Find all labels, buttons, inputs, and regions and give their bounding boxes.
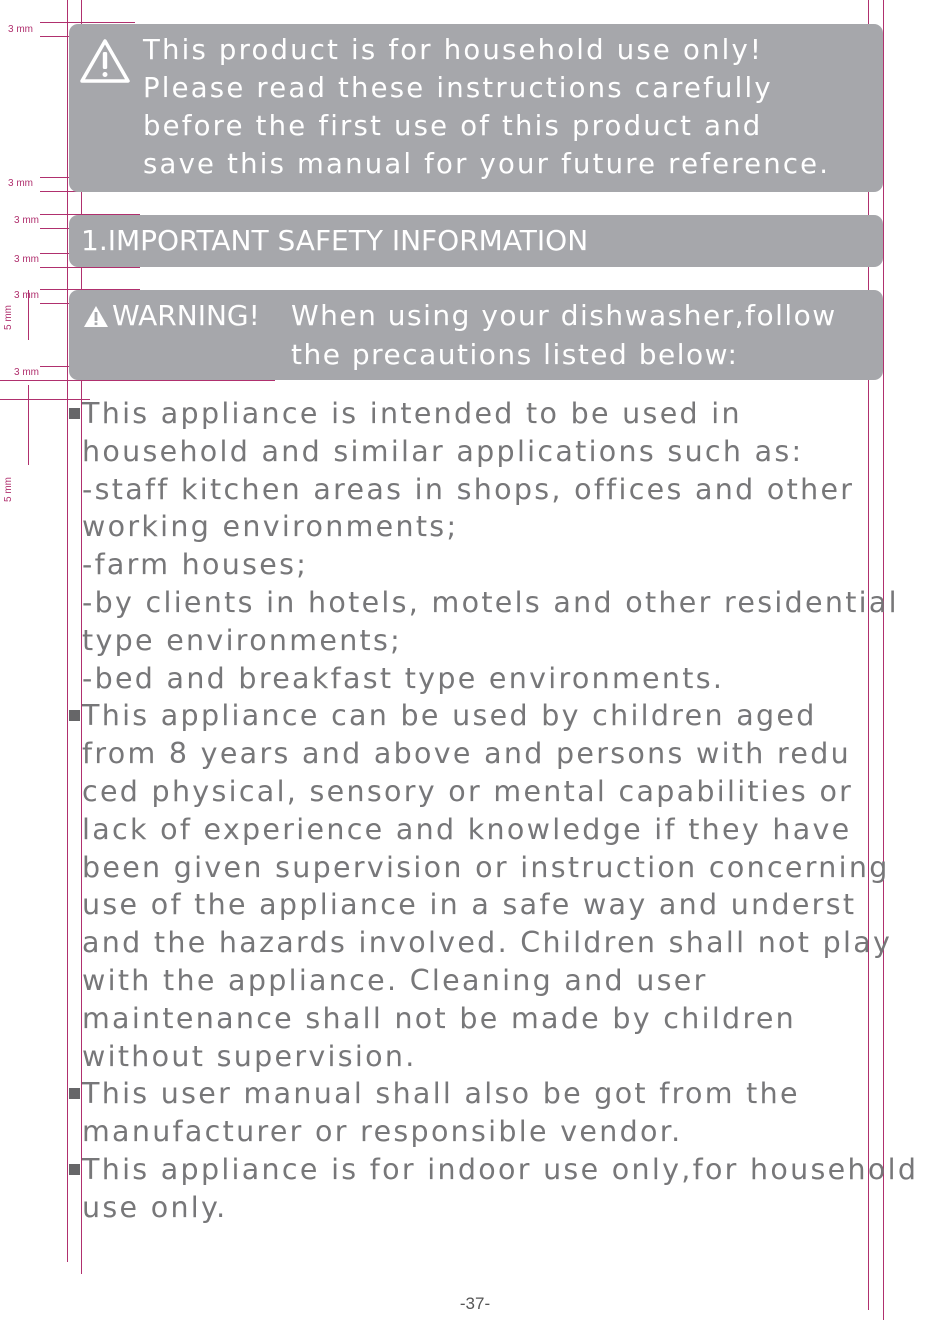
body-line <box>82 508 918 546</box>
household-notice-text <box>143 31 830 183</box>
warning-panel <box>69 290 883 380</box>
notice-line: This product is for household use only! <box>143 34 764 66</box>
body-line-text: -staff kitchen areas in shops, offices and other <box>82 472 855 506</box>
body-line-text: This appliance is intended to be used in <box>82 397 742 430</box>
square-bullet-icon <box>69 1164 80 1175</box>
notice-line: save this manual for your future reference. <box>143 148 831 180</box>
warning-line: the precautions listed below: <box>291 337 739 371</box>
body-line <box>82 962 918 1000</box>
body-line <box>82 1038 918 1076</box>
body-line <box>82 546 918 584</box>
body-line <box>82 584 918 622</box>
warning-label-text: WARNING! <box>112 299 260 332</box>
body-line-text: -bed and breakfast type environments. <box>82 661 725 695</box>
body-line <box>82 886 918 924</box>
notice-line: Please read these instructions carefully <box>143 72 773 104</box>
body-line <box>82 1075 918 1113</box>
body-line <box>82 924 918 962</box>
body-line-text: ced physical, sensory or mental capabilities or <box>82 774 854 808</box>
guide-line-left-outer <box>67 0 68 1262</box>
square-bullet-icon <box>69 710 80 721</box>
body-line <box>82 1189 918 1227</box>
body-line <box>82 622 918 660</box>
body-line-text: with the appliance. Cleaning and user <box>82 963 708 997</box>
body-line-text: use only. <box>82 1190 228 1224</box>
body-line <box>82 660 918 698</box>
body-line-text: working environments; <box>82 510 459 544</box>
margin-mark: 3 mm <box>8 178 33 189</box>
notice-line: before the first use of this product and <box>143 110 763 142</box>
body-line-text: use of the appliance in a safe way and underst <box>82 888 857 922</box>
body-line <box>82 773 918 811</box>
warning-text <box>291 297 837 374</box>
body-line <box>82 1000 918 1038</box>
guide-tick <box>40 267 140 268</box>
body-line-text: -by clients in hotels, motels and other residential <box>82 585 899 619</box>
margin-mark: 3 mm <box>14 290 39 301</box>
page-number: -37- <box>459 1294 491 1313</box>
warning-sign-icon <box>83 305 109 328</box>
safety-body-text <box>82 395 918 1227</box>
margin-mark: 3 mm <box>8 24 33 35</box>
body-line-text: -farm houses; <box>82 548 309 582</box>
body-line-text: and the hazards involved. Children shall not play <box>82 926 893 960</box>
margin-mark: 3 mm <box>14 215 39 226</box>
guide-tick <box>0 380 275 381</box>
section-title: 1.IMPORTANT SAFETY INFORMATION <box>81 224 589 257</box>
square-bullet-icon <box>69 1088 80 1099</box>
body-line-text: This appliance is for indoor use only,for household <box>82 1152 919 1186</box>
body-line-text: This appliance can be used by children aged <box>82 699 817 733</box>
body-line <box>82 697 918 735</box>
body-line-text: lack of experience and knowledge if they have <box>82 812 852 846</box>
body-line <box>82 735 918 773</box>
warning-label <box>83 297 260 335</box>
section-title-bar <box>69 215 883 267</box>
margin-mark: 5 mm <box>3 305 14 330</box>
body-line-text: been given supervision or instruction concerning <box>82 850 890 884</box>
body-line-text: from 8 years and above and persons with redu <box>82 737 851 771</box>
guide-tick <box>0 399 90 400</box>
body-line-text: maintenance shall not be made by children <box>82 1001 797 1035</box>
body-line-text: without supervision. <box>82 1039 417 1073</box>
body-line <box>82 1151 918 1189</box>
warning-line: When using your dishwasher,follow <box>291 299 837 332</box>
body-line-text: This user manual shall also be got from the <box>82 1077 800 1111</box>
guide-tick-vertical <box>28 385 29 465</box>
body-line-text: type environments; <box>82 623 403 657</box>
body-line <box>82 471 918 509</box>
body-line <box>82 433 918 471</box>
household-notice-panel <box>69 24 883 192</box>
body-line-text: manufacturer or responsible vendor. <box>82 1115 683 1149</box>
margin-mark: 3 mm <box>14 367 39 378</box>
guide-tick <box>40 22 135 23</box>
body-line-text: household and similar applications such as: <box>82 434 804 468</box>
body-line <box>82 849 918 887</box>
body-line <box>82 811 918 849</box>
warning-triangle-icon <box>79 38 131 84</box>
margin-mark: 3 mm <box>14 254 39 265</box>
body-line <box>82 1113 918 1151</box>
margin-mark: 5 mm <box>3 477 14 502</box>
body-line <box>82 395 918 433</box>
square-bullet-icon <box>69 408 80 419</box>
